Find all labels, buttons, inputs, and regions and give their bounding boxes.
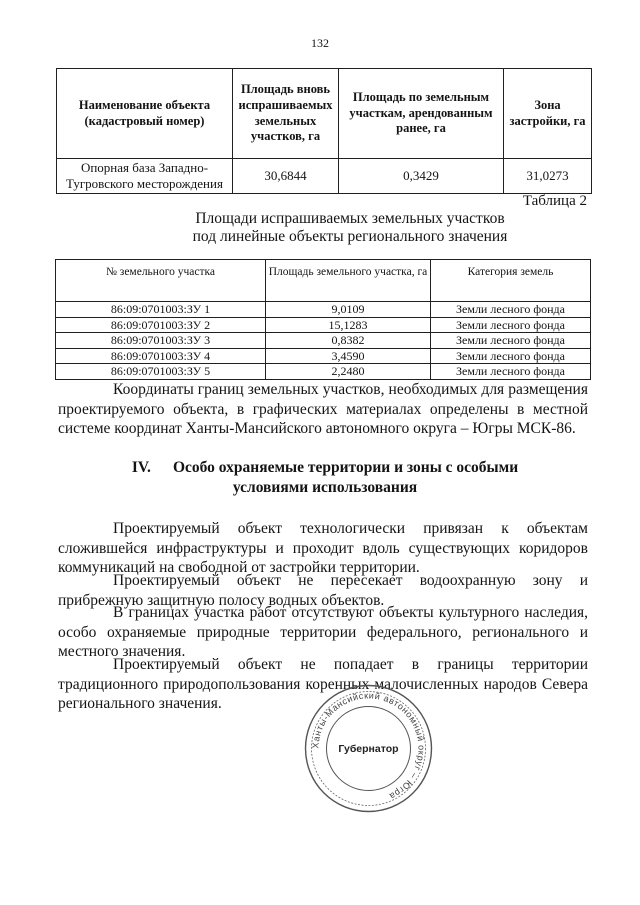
table-row	[57, 159, 592, 194]
table-caption-line: Площади испрашиваемых земельных участков	[195, 210, 505, 227]
cell-plot-number: 86:09:0701003:ЗУ 3	[56, 333, 266, 349]
section-title: Особо охраняемые территории и зоны с особыми условиями использования	[172, 459, 519, 496]
header-leased-area: Площадь по земельным участкам, арендованным ранее, га	[339, 69, 504, 159]
governor-seal	[303, 683, 434, 814]
cell-land-category: Земли лесного фонда	[431, 364, 591, 380]
table-caption-line: под линейные объекты регионального значения	[192, 227, 508, 245]
header-plot-number: № земельного участка	[56, 260, 266, 302]
cell-land-category: Земли лесного фонда	[431, 317, 591, 333]
page-number: 132	[311, 36, 329, 50]
header-new-area: Площадь вновь испрашиваемых земельных участков, га	[233, 69, 339, 159]
body-paragraph: Проектируемый объект не попадает в границы территории традиционного природопользования коренных малочисленных народов Севера регионального значения.	[58, 656, 588, 712]
table-header-row	[57, 69, 592, 159]
cell-land-category: Земли лесного фонда	[431, 348, 591, 364]
cell-land-category: Земли лесного фонда	[431, 333, 591, 349]
table-row	[56, 317, 591, 333]
object-area-table	[56, 68, 592, 194]
cell-plot-area: 0,8382	[266, 333, 431, 349]
header-plot-area: Площадь земельного участка, га	[266, 260, 431, 302]
cell-plot-area: 3,4590	[266, 348, 431, 364]
body-paragraph: Проектируемый объект не пересекает водоохранную зону и прибрежную защитную полосу водных объектов.	[58, 572, 588, 609]
cell-land-category: Земли лесного фонда	[431, 302, 591, 318]
coordinates-paragraph: Координаты границ земельных участков, необходимых для размещения проектируемого объекта, в графических материалах определены в местной системе координат Ханты-Мансийского автономного округа – Югры МСК-86.	[58, 381, 588, 437]
seal-ring-text: Ханты-Мансийский автономный округ – Югра	[310, 690, 427, 802]
cell-plot-number: 86:09:0701003:ЗУ 4	[56, 348, 266, 364]
table-row	[56, 333, 591, 349]
header-land-category: Категория земель	[431, 260, 591, 302]
cell-plot-area: 2,2480	[266, 364, 431, 380]
table-header-row	[56, 260, 591, 302]
cell-leased-area: 0,3429	[339, 159, 504, 194]
section-heading	[100, 458, 550, 498]
seal-center-text: Губернатор	[338, 743, 399, 755]
cell-plot-number: 86:09:0701003:ЗУ 5	[56, 364, 266, 380]
cell-zone: 31,0273	[504, 159, 592, 194]
table-row	[56, 302, 591, 318]
land-plots-table	[55, 259, 591, 380]
body-paragraph: Проектируемый объект технологически привязан к объектам сложившейся инфраструктуры и проходит вдоль существующих коридоров коммуникаций на свободной от застройки территории.	[58, 520, 588, 576]
cell-plot-number: 86:09:0701003:ЗУ 1	[56, 302, 266, 318]
body-paragraph: В границах участка работ отсутствуют объекты культурного наследия, особо охраняемые природные территории федерального, регионального и местного значения.	[58, 604, 588, 660]
table-caption-title	[180, 210, 520, 246]
cell-plot-area: 9,0109	[266, 302, 431, 318]
table-caption-number: Таблица 2	[522, 193, 587, 209]
section-number: IV.	[131, 459, 151, 476]
cell-plot-number: 86:09:0701003:ЗУ 2	[56, 317, 266, 333]
header-zone: Зона застройки, га	[504, 69, 592, 159]
cell-object-name: Опорная база Западно-Тугровского месторождения	[57, 159, 233, 194]
table-row	[56, 364, 591, 380]
cell-plot-area: 15,1283	[266, 317, 431, 333]
header-object-name: Наименование объекта (кадастровый номер)	[57, 69, 233, 159]
table-row	[56, 348, 591, 364]
cell-new-area: 30,6844	[233, 159, 339, 194]
